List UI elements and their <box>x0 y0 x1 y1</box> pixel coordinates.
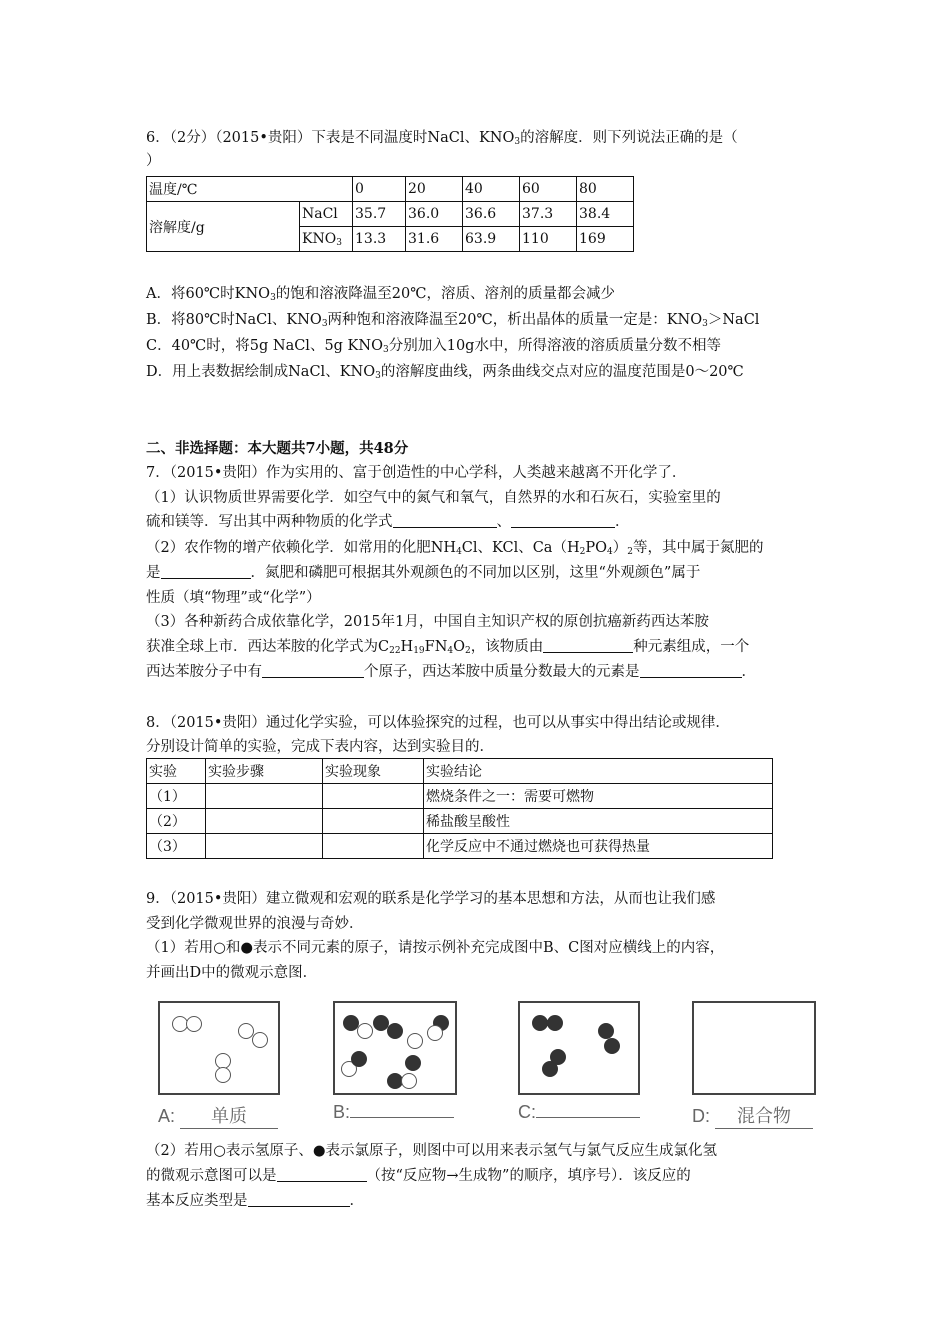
q6-option-b <box>146 310 759 334</box>
q7-line <box>146 512 630 532</box>
q8-line: 8．（2015•贵阳）通过化学实验，可以体验探究的过程，也可以从事实中得出结论或规律． <box>146 715 730 731</box>
table-cell: 110 <box>520 227 577 252</box>
sub: 4 <box>606 547 613 557</box>
q6-stem-tail: 的溶解度．则下列说法正确的是（ <box>520 130 738 146</box>
opt-text: A．将60℃时KNO <box>146 286 271 302</box>
table-row <box>147 177 634 202</box>
table-cell: （2） <box>147 809 206 834</box>
sub: 2 <box>465 646 471 656</box>
sub: 4 <box>447 646 454 656</box>
text: FN <box>424 639 448 655</box>
q7-line <box>146 538 763 562</box>
text: 、 <box>496 514 511 530</box>
q7-line: （1）认识物质世界需要化学．如空气中的氮气和氧气，自然界的水和石灰石，实验室里的 <box>146 490 721 506</box>
black-atom <box>532 1015 548 1031</box>
opt-text: C．40℃时，将5g NaCl、5g KNO <box>146 338 383 354</box>
caption-d <box>692 1102 813 1129</box>
black-atom <box>387 1023 403 1039</box>
table-cell: NaCl <box>300 202 353 227</box>
sub: 22 <box>389 646 401 656</box>
answer-blank[interactable] <box>511 513 615 528</box>
white-atom <box>186 1016 202 1032</box>
sub: 3 <box>702 319 708 329</box>
q9-line: 9．（2015•贵阳）建立微观和宏观的联系是化学学习的基本思想和方法，从而也让我们感 <box>146 891 716 907</box>
q9-line: 受到化学微观世界的浪漫与奇妙． <box>146 916 364 932</box>
sub: 2 <box>579 547 586 557</box>
opt-text: D．用上表数据绘制成NaCl、KNO <box>146 364 376 380</box>
caption-blank[interactable] <box>536 1117 640 1118</box>
white-atom <box>252 1032 268 1048</box>
table-cell: 0 <box>353 177 406 202</box>
answer-blank[interactable] <box>543 638 633 653</box>
answer-blank[interactable] <box>277 1167 367 1182</box>
opt-text: 分别加入10g水中，所得溶液的溶质质量分数不相等 <box>388 338 721 354</box>
black-atom <box>550 1049 566 1065</box>
caption-c <box>518 1102 640 1123</box>
table-cell: （1） <box>147 784 206 809</box>
table-row <box>147 834 773 859</box>
table-cell: 13.3 <box>353 227 406 252</box>
q9-line: （2）若用○表示氢原子、●表示氯原子，则图中可以用来表示氢气与氯气反应生成氯化氢 <box>146 1143 718 1159</box>
table-cell: 169 <box>577 227 634 252</box>
white-atom <box>407 1033 423 1049</box>
q9-line: 并画出D中的微观示意图． <box>146 965 318 981</box>
kno3-label: KNO <box>302 230 337 247</box>
q6-option-d <box>146 362 744 386</box>
q6-stem-text: 6．（2分）（2015•贵阳）下表是不同温度时NaCl、KNO <box>146 130 515 146</box>
q8-line: 分别设计简单的实验，完成下表内容，达到实验目的． <box>146 739 494 755</box>
opt-text: 的溶解度曲线，两条曲线交点对应的温度范围是0～20℃ <box>380 364 744 380</box>
caption-value: 单质 <box>180 1102 278 1129</box>
opt-text: B．将80℃时NaCl、KNO <box>146 312 322 328</box>
white-atom <box>427 1025 443 1041</box>
q9-line: （1）若用○和●表示不同元素的原子，请按示例补充完成图中B、C图对应横线上的内容， <box>146 940 725 956</box>
table-cell: 36.0 <box>406 202 463 227</box>
table-cell: 38.4 <box>577 202 634 227</box>
q6-option-a <box>146 284 615 308</box>
table-row <box>147 759 773 784</box>
answer-blank[interactable] <box>161 564 251 579</box>
table-row <box>147 202 634 227</box>
opt-text: ＞NaCl <box>707 312 760 328</box>
table-cell: 31.6 <box>406 227 463 252</box>
table-cell: 35.7 <box>353 202 406 227</box>
text: 的微观示意图可以是 <box>146 1168 277 1184</box>
answer-blank[interactable] <box>640 663 742 678</box>
table-cell: （3） <box>147 834 206 859</box>
black-atom <box>547 1015 563 1031</box>
q7-line <box>146 662 756 682</box>
q6-stem-close: ） <box>146 153 161 169</box>
table-cell: 稀盐酸呈酸性 <box>424 809 773 834</box>
text: 个原子，西达苯胺中质量分数最大的元素是 <box>364 664 640 680</box>
table-cell: 温度/℃ <box>147 177 353 202</box>
sub: 2 <box>627 547 633 557</box>
black-atom <box>405 1055 421 1071</box>
table-cell: 80 <box>577 177 634 202</box>
q7-line: 7．（2015•贵阳）作为实用的、富于创造性的中心学科，人类越来越离不开化学了． <box>146 465 687 481</box>
text: PO <box>585 540 607 556</box>
table-row <box>147 784 773 809</box>
sub: 19 <box>413 646 425 656</box>
opt-text: 的饱和溶液降温至20℃，溶质、溶剂的质量都会减少 <box>275 286 615 302</box>
text: ． <box>741 664 756 680</box>
caption-blank[interactable] <box>350 1117 454 1118</box>
text: （2）农作物的增产依赖化学．如常用的化肥NH <box>146 540 457 556</box>
text: 获准全球上市．西达苯胺的化学式为C <box>146 639 390 655</box>
sub: 3 <box>382 345 389 355</box>
black-atom <box>598 1023 614 1039</box>
table-cell: 燃烧条件之一：需要可燃物 <box>424 784 773 809</box>
table-row <box>147 809 773 834</box>
table-cell[interactable] <box>206 809 323 834</box>
text: 基本反应类型是 <box>146 1193 248 1209</box>
diagram-box-c <box>518 1001 640 1095</box>
table-cell <box>300 227 353 252</box>
sub: 3 <box>336 237 342 248</box>
answer-blank[interactable] <box>262 663 364 678</box>
table-header: 实验步骤 <box>206 759 323 784</box>
q9-line <box>146 1166 691 1186</box>
opt-text: 两种饱和溶液降温至20℃，析出晶体的质量一定是：KNO <box>327 312 703 328</box>
table-cell: 60 <box>520 177 577 202</box>
table-header: 实验现象 <box>323 759 424 784</box>
sub: 3 <box>514 137 521 147</box>
q7-line <box>146 563 700 583</box>
table-cell: 63.9 <box>463 227 520 252</box>
table-cell: 37.3 <box>520 202 577 227</box>
text: H <box>400 639 414 655</box>
table-cell[interactable] <box>206 834 323 859</box>
q6-stem <box>146 128 738 152</box>
table-cell: 20 <box>406 177 463 202</box>
black-atom <box>604 1038 620 1054</box>
white-atom <box>215 1067 231 1083</box>
table-cell[interactable] <box>206 784 323 809</box>
table-header: 实验 <box>147 759 206 784</box>
text: （按“反应物→生成物”的顺序，填序号）．该反应的 <box>366 1168 691 1184</box>
answer-blank[interactable] <box>393 513 497 528</box>
text: ，该物质由 <box>470 639 544 655</box>
white-atom <box>357 1023 373 1039</box>
q7-line: 性质（填“物理”或“化学”） <box>146 590 321 606</box>
black-atom <box>351 1051 367 1067</box>
text: ．氮肥和磷肥可根据其外观颜色的不同加以区别，这里“外观颜色”属于 <box>250 565 701 581</box>
q6-option-c <box>146 336 721 360</box>
q7-line: （3）各种新药合成依靠化学，2015年1月，中国自主知识产权的原创抗癌新药西达苯胺 <box>146 614 709 630</box>
white-atom <box>401 1073 417 1089</box>
solubility-table <box>146 176 634 252</box>
table-cell[interactable] <box>323 834 424 859</box>
diagram-box-d[interactable] <box>692 1001 816 1095</box>
section-heading: 二、非选择题：本大题共7小题，共48分 <box>146 440 409 457</box>
text: 西达苯胺分子中有 <box>146 664 262 680</box>
table-cell: 化学反应中不通过燃烧也可获得热量 <box>424 834 773 859</box>
caption-value: 混合物 <box>715 1102 813 1129</box>
sub: 3 <box>375 371 381 381</box>
diagram-box-b <box>333 1001 457 1095</box>
text: ） <box>612 540 628 556</box>
text: O <box>453 639 466 655</box>
caption-b <box>333 1102 454 1123</box>
caption-label: A: <box>158 1106 176 1126</box>
answer-blank[interactable] <box>248 1192 350 1207</box>
text: ． <box>349 1193 364 1209</box>
caption-label: C: <box>518 1102 536 1122</box>
text: 是 <box>146 565 161 581</box>
text: ． <box>615 514 630 530</box>
q9-line <box>146 1191 364 1211</box>
text: 等，其中属于氮肥的 <box>632 540 764 556</box>
table-cell: 36.6 <box>463 202 520 227</box>
caption-label: B: <box>333 1102 351 1122</box>
caption-a <box>158 1102 278 1129</box>
table-cell: 40 <box>463 177 520 202</box>
table-cell: 溶解度/g <box>147 202 300 252</box>
caption-label: D: <box>692 1106 710 1126</box>
text: 硫和镁等．写出其中两种物质的化学式 <box>146 514 393 530</box>
table-header: 实验结论 <box>424 759 773 784</box>
experiment-table <box>146 758 773 859</box>
text: Cl、KCl、Ca（H <box>461 540 580 556</box>
sub: 3 <box>270 293 276 303</box>
diagram-box-a <box>158 1001 280 1095</box>
table-cell[interactable] <box>323 784 424 809</box>
table-cell[interactable] <box>323 809 424 834</box>
sub: 4 <box>456 547 462 557</box>
text: 种元素组成，一个 <box>633 639 750 655</box>
q7-line <box>146 637 749 661</box>
sub: 3 <box>321 319 328 329</box>
